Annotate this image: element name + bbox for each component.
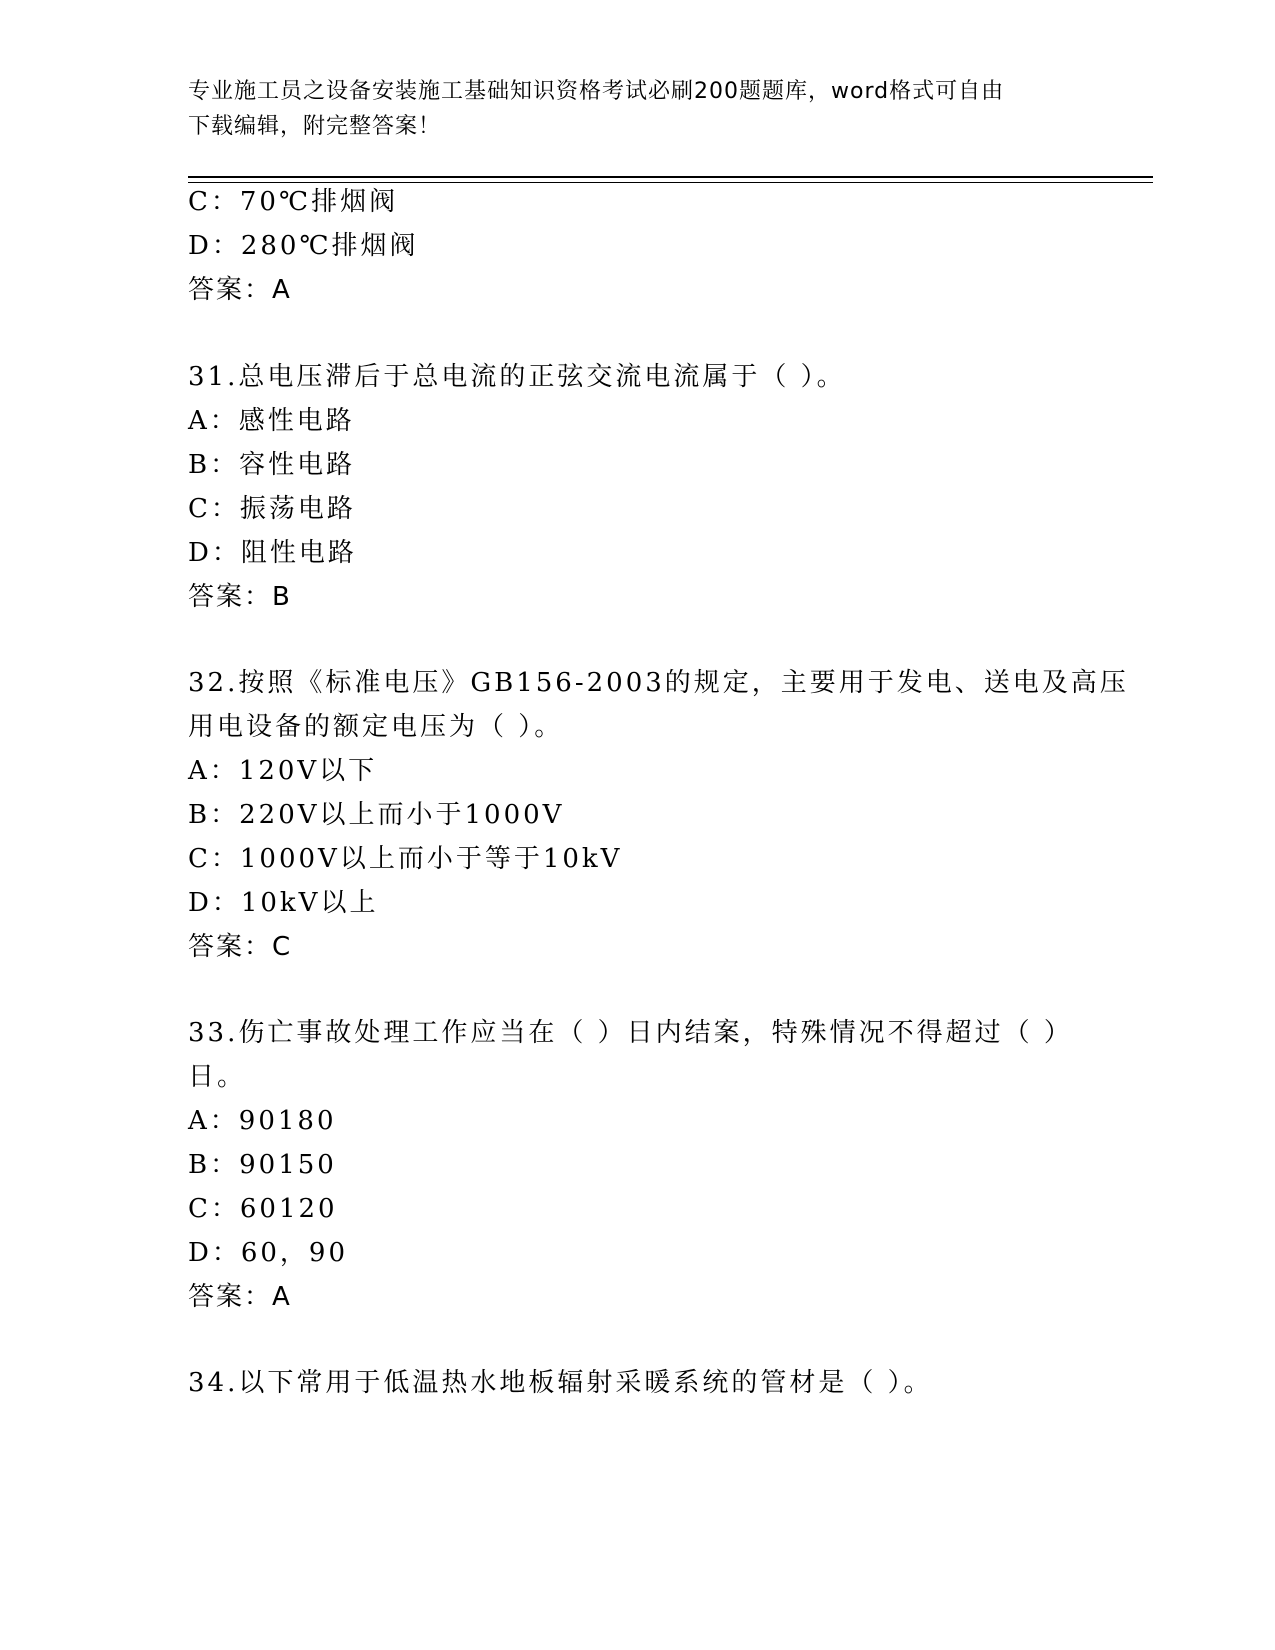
header-divider-thin xyxy=(188,182,1153,183)
question-31-stem: 31.总电压滞后于总电流的正弦交流电流属于（ ）。 xyxy=(188,362,846,392)
question-34-stem: 34.以下常用于低温热水地板辐射采暖系统的管材是（ ）。 xyxy=(188,1368,933,1398)
question-31-option-b: B：容性电路 xyxy=(188,450,356,480)
question-33-option-a: A：90180 xyxy=(188,1106,337,1136)
option-d: D：280℃排烟阀 xyxy=(188,231,419,261)
question-31-option-c: C：振荡电路 xyxy=(188,494,356,524)
question-32-option-d: D：10kV以上 xyxy=(188,888,379,918)
question-32-option-a: A：120V以下 xyxy=(188,756,378,786)
header-line-1: 专业施工员之设备安装施工基础知识资格考试必刷200题题库，word格式可自由 xyxy=(188,79,1005,104)
header-divider-thick xyxy=(188,176,1153,178)
question-33-option-b: B：90150 xyxy=(188,1150,337,1180)
question-33-option-d: D：60，90 xyxy=(188,1238,349,1268)
question-33-stem-line-2: 日。 xyxy=(188,1062,247,1092)
question-31-answer: 答案：B xyxy=(188,582,292,612)
question-32-stem-line-2: 用电设备的额定电压为（ ）。 xyxy=(188,712,564,742)
question-32-option-c: C：1000V以上而小于等于10kV xyxy=(188,844,623,874)
question-32-option-b: B：220V以上而小于1000V xyxy=(188,800,565,830)
question-33-stem-line-1: 33.伤亡事故处理工作应当在（ ）日内结案，特殊情况不得超过（ ） xyxy=(188,1018,1073,1048)
answer-line: 答案：A xyxy=(188,275,292,305)
question-31-option-a: A：感性电路 xyxy=(188,406,355,436)
question-31-option-d: D：阻性电路 xyxy=(188,538,357,568)
header-line-2: 下载编辑，附完整答案！ xyxy=(188,114,442,139)
option-c: C：70℃排烟阀 xyxy=(188,187,399,217)
question-32-stem-line-1: 32.按照《标准电压》GB156-2003的规定，主要用于发电、送电及高压 xyxy=(188,668,1129,698)
question-33-option-c: C：60120 xyxy=(188,1194,338,1224)
question-33-answer: 答案：A xyxy=(188,1282,292,1312)
question-32-answer: 答案：C xyxy=(188,932,293,962)
document-header xyxy=(188,74,1088,144)
